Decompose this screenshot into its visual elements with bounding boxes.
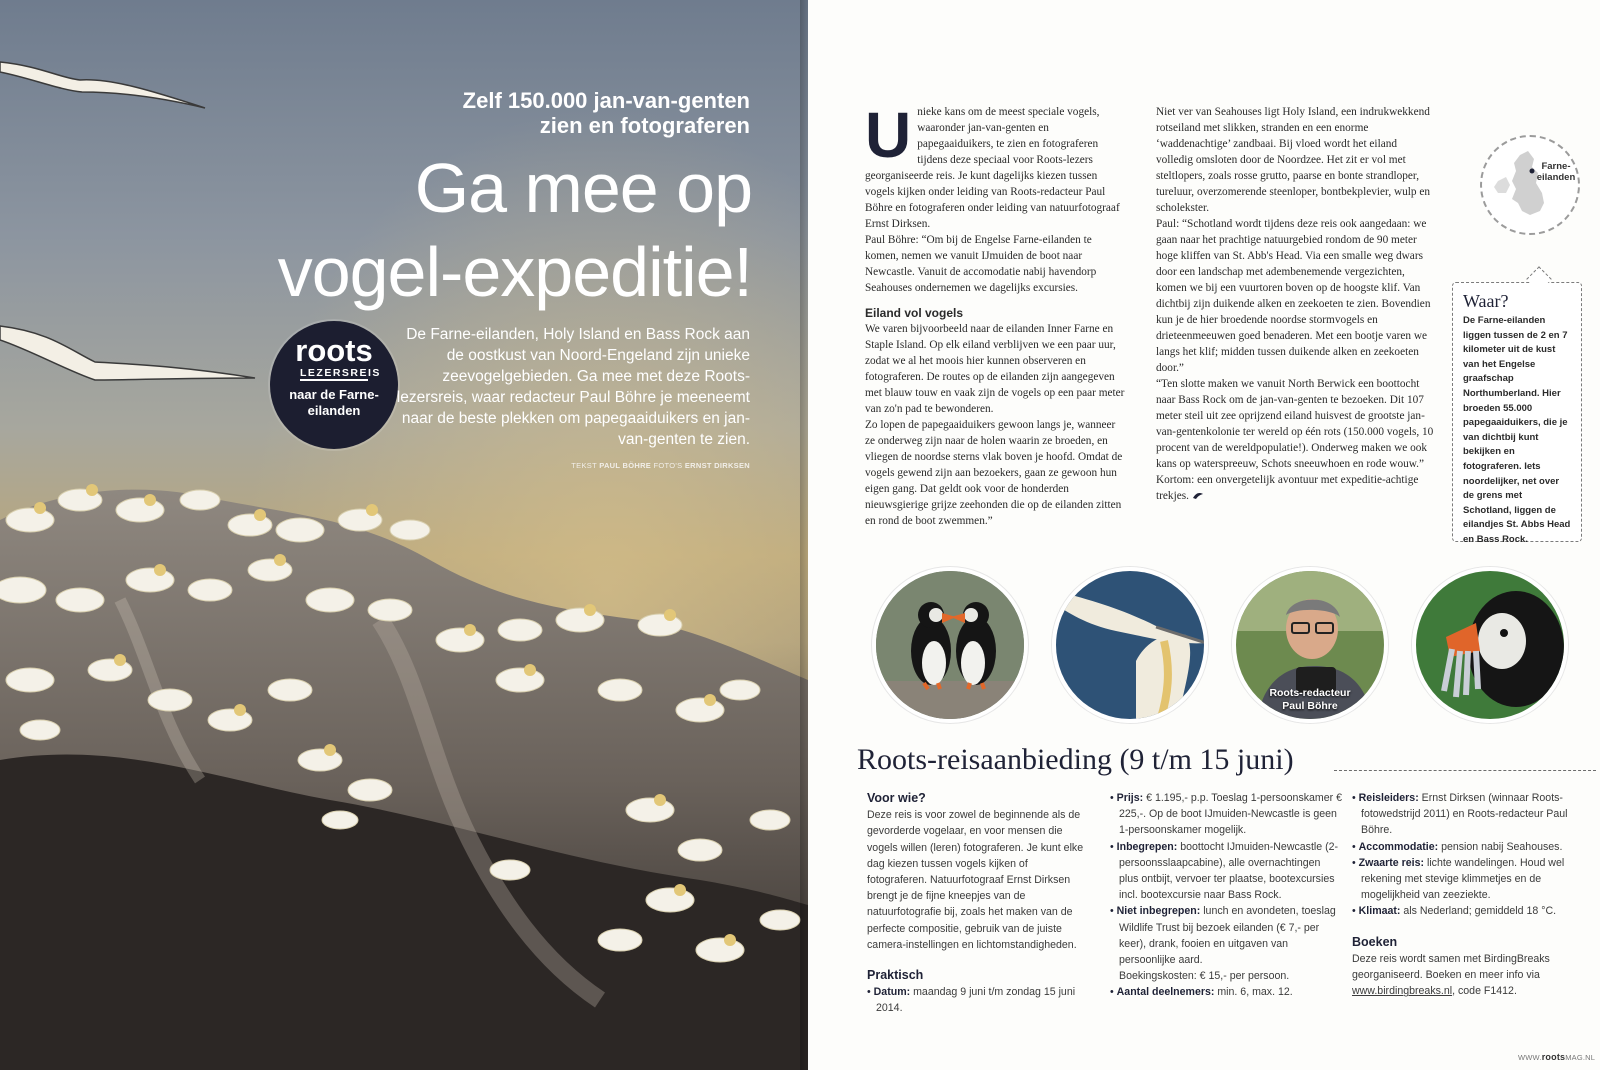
paul-bohre-photo [1232, 567, 1388, 723]
offer-column-1 [867, 790, 1087, 1017]
deelnemers-item: • Aantal deelnemers: min. 6, max. 12. [1110, 986, 1293, 999]
offer-divider [1334, 770, 1596, 771]
accommodatie-item: • Accommodatie: pension nabij Seahouses. [1352, 840, 1563, 853]
article-paragraph: Paul Böhre: “Om bij de Engelse Farne-eilanden te komen, nemen we vanuit IJmuiden de boot naar Newcastle. Vanuit de accomodatie nabij havendorp Seahouses ondernemen we dagelijks excursies. [865, 234, 1097, 294]
voor-wie-title: Voor wie? [867, 791, 926, 805]
uk-locator-map [1480, 135, 1580, 235]
reisleiders-text: Ernst Dirksen (winnaar Roots-fotowedstrijd 2011) en Roots-redacteur Paul Böhre. [1361, 792, 1568, 837]
birdingbreaks-link[interactable]: www.birdingbreaks.nl [1352, 985, 1453, 998]
voor-wie-text: Deze reis is voor zowel de beginnende als de gevorderde vogelaar, en voor mensen die vogels willen (leren) fotograferen. Je kunt elke dag kiezen tussen vogels kijken of fotograferen. Natuurfotograaf Ernst Dirksen brengt je de fijne kneepjes van de natuurfotografie bij, zoals het maken van de perfecte compositie, gebruik van de juiste camera-instellingen en lichtomstandigheden. [867, 809, 1084, 951]
niet-inbegrepen-item: • Niet inbegrepen: lunch en avondeten, toeslag Wildlife Trust bij bezoek eilanden (€ 7,- per keer), drank, fooien en uitgaven van persoonlijke aard. [1110, 905, 1336, 967]
footer-suffix: MAG.NL [1565, 1053, 1596, 1062]
boeken-text: Deze reis wordt samen met BirdingBreaks georganiseerd. Boeken en meer info via [1352, 952, 1550, 982]
credit-photo-author: ERNST DIRKSEN [684, 461, 750, 470]
boekingskosten-item: Boekingskosten: € 15,- per persoon. [1119, 970, 1290, 983]
photo-credits [571, 461, 750, 470]
article-paragraph: “Ten slotte maken we vanuit North Berwick een boottocht naar Bass Rock om de jan-van-genten te bezoeken. Dit 107 meter steil uit zee oprijzend eiland huisvest de grootste jan-van-gentenkolonie ter wereld op één rots (150.000 vogels, 10 procent van de wereldpopulatie!). Onderweg maken we ook kans op waterspreeuw, Schots sneeuwhoen en rode wouw.” Kortom: een onvergetelijk avontuur met expeditie-achtige trekjes. [1156, 378, 1434, 502]
photo-caption [1236, 687, 1384, 713]
accommodatie-label: Accommodatie: [1358, 840, 1439, 853]
niet-inbegrepen-text: lunch en avondeten, toeslag Wildlife Trust bij bezoek eilanden (€ 7,- per keer), drank, fooien en uitgaven van persoonlijke aard. [1119, 905, 1336, 967]
datum-item: • Datum: maandag 9 juni t/m zondag 15 juni 2014. [867, 986, 1076, 1015]
drop-cap: U [865, 99, 912, 171]
caption-line-2: Paul Böhre [1282, 700, 1338, 712]
article-paragraph: Niet ver van Seahouses ligt Holy Island, een indrukwekkend rotseiland met slikken, stranden en een enorme ‘waddenachtige’ zandbaai. Bij vloed wordt het eiland volledig omsloten door de Noordzee. Het zit er vol met steltlopers, zoals rosse grutto, paarse en bonte strandloper, tureluur, overzomerende steenloper, bontbekplevier, wulp en scholekster. [1156, 106, 1431, 214]
prijs-item: • Prijs: € 1.195,- p.p. Toeslag 1-persoonskamer € 225,-. Op de boot IJmuiden-Newcastle is geen 1-persoonskamer mogelijk. [1110, 792, 1343, 837]
prijs-label: Prijs: [1116, 792, 1144, 804]
puffins-photo [872, 567, 1028, 723]
roots-lezersreis-badge [270, 321, 398, 449]
badge-destination: naar de Farne-eilanden [289, 387, 379, 418]
credit-text-author: PAUL BÖHRE [599, 461, 652, 470]
reisleiders-item: • Reisleiders: Ernst Dirksen (winnaar Roots-fotowedstrijd 2011) en Roots-redacteur Paul Böhre. [1352, 792, 1568, 837]
zwaarte-label: Zwaarte reis: [1358, 856, 1425, 869]
inbegrepen-label: Inbegrepen: [1116, 840, 1178, 853]
inbegrepen-text: boottocht IJmuiden-Newcastle (2-persoonsslaapcabine), alle overnachtingen plus ontbijt, vervoer ter plaatse, bootexcursies incl. bootexcursie naar Bass Rock. [1119, 840, 1339, 902]
praktisch-title: Praktisch [867, 968, 924, 983]
niet-inbegrepen-label: Niet inbegrepen: [1116, 905, 1201, 918]
headline-line-2: vogel-expeditie! [277, 233, 752, 311]
end-mark-icon [1193, 492, 1203, 499]
uk-map-icon [1482, 137, 1580, 235]
offer-column-3 [1352, 790, 1582, 999]
kicker [250, 88, 750, 138]
badge-brand: roots [295, 333, 373, 368]
badge-line: LEZERSREIS [300, 367, 381, 379]
klimaat-label: Klimaat: [1358, 905, 1401, 918]
footer-prefix: WWW. [1518, 1053, 1542, 1062]
waar-infobox [1452, 282, 1582, 545]
article-paragraph: Paul: “Schotland wordt tijdens deze reis ook aangedaan: we gaan naar het prachtige natuurgebied rondom de 90 meter hoge kliffen van St. Abb's Head. Via een smalle weg dwars door een landschap met adembenemende vergezichten, komen we bij een vuurtoren boven op de hoogste klif. Van dichtbij zijn duikende alken en zeekoeten te zien. Bovendien kun je de hier broedende noordse stormvogels en drieteenmeeuwen goed benaderen. Met een bootje varen we langs het klif; midden tussen duikende alken en zeekoeten door.” [1156, 218, 1431, 374]
caption-line-1: Roots-redacteur [1269, 687, 1351, 699]
credit-text-label: TEKST [571, 461, 597, 470]
article-paragraph-last [1156, 376, 1436, 504]
kicker-line-1: Zelf 150.000 jan-van-genten [462, 88, 750, 113]
article-column-2 [1156, 104, 1436, 504]
kicker-line-2: zien en fotograferen [539, 113, 750, 138]
headline [112, 146, 752, 314]
accommodatie-text: pension nabij Seahouses. [1441, 840, 1563, 853]
credit-photo-label: FOTO'S [653, 461, 683, 470]
footer-brand: roots [1541, 1052, 1566, 1062]
article-column-1 [865, 99, 1127, 529]
article-paragraph: nieke kans om de meest speciale vogels, waaronder jan-van-genten en papegaaiduikers, te zien en fotograferen tijdens deze speciaal voor Roots-lezers georganiseerde reis. Je kunt dagelijks kiezen tussen vogels kijken onder leiding van Roots-redacteur Paul Böhre en fotograferen onder leiding van natuurfotograaf Ernst Dirksen. [865, 106, 1120, 230]
boeken-text-block [1352, 951, 1582, 1000]
article-paragraph: We varen bijvoorbeeld naar de eilanden Inner Farne en Staple Island. Op elk eiland verblijven we een paar uur, zodat we al het moois hier kunnen observeren en fotograferen. De routes op de eilanden zijn aangegeven met blauw touw en vaak zijn de vogels op een paar meter van zo'n pad te bewonderen. [865, 323, 1125, 415]
deelnemers-text: min. 6, max. 12. [1217, 986, 1293, 999]
article-subheading: Eiland vol vogels [865, 306, 964, 320]
gannet-heads-photo [1052, 567, 1208, 723]
klimaat-text: als Nederland; gemiddeld 18 °C. [1403, 905, 1557, 918]
footer-url [1518, 1052, 1595, 1062]
waar-text: De Farne-eilanden liggen tussen de 2 en 7 kilometer uit de kust van het Engelse graafschap Northumberland. Hier broeden 55.000 papegaaiduikers, die je van dichtbij kunt bekijken en fotograferen. Iets noordelijker, net over de grens met Schotland, liggen de eilandjes St. Abbs Head en Bass Rock. [1463, 315, 1571, 545]
waar-title: Waar? [1463, 291, 1509, 311]
zwaarte-item: • Zwaarte reis: lichte wandelingen. Houd wel rekening met stevige klimmetjes en de mogelijkheid van zeeziekte. [1352, 856, 1565, 902]
datum-label: Datum: [873, 986, 911, 999]
map-label: Farne-eilanden [1536, 161, 1576, 183]
inbegrepen-item: • Inbegrepen: boottocht IJmuiden-Newcastle (2-persoonsslaapcabine), alle overnachtingen plus ontbijt, vervoer ter plaatse, bootexcursies incl. bootexcursie naar Bass Rock. [1110, 840, 1339, 902]
boeken-title: Boeken [1352, 934, 1398, 949]
reisleiders-label: Reisleiders: [1358, 792, 1419, 804]
prijs-text: € 1.195,- p.p. Toeslag 1-persoonskamer € 225,-. Op de boot IJmuiden-Newcastle is geen 1-persoonskamer mogelijk. [1119, 792, 1343, 837]
lead-paragraph: De Farne-eilanden, Holy Island en Bass Rock aan de oostkust van Noord-Engeland zijn unieke zeevogelgebieden. Ga mee met deze Roots-lezersreis, waar redacteur Paul Böhre je meeneemt naar de beste plekken om papegaaiduikers en jan-van-genten te zien. [396, 326, 750, 448]
article-paragraph: Zo lopen de papegaaiduikers gewoon langs je, wanneer ze onderweg zijn naar de holen waarin ze broeden, en vliegen de noordse sterns vlak boven je hoofd. Omdat de vogels gewend zijn aan bezoekers, gaan ze gewoon hun eigen gang. Dat geldt ook voor de honderden nieuwsgierige grijze zeehonden die op de eilanden zitten en rond de boot zwemmen.” [865, 419, 1123, 527]
zwaarte-text: lichte wandelingen. Houd wel rekening met stevige klimmetjes en de mogelijkheid van zeeziekte. [1361, 856, 1565, 902]
headline-line-1: Ga mee op [414, 149, 752, 227]
deelnemers-label: Aantal deelnemers: [1116, 986, 1215, 999]
datum-text: maandag 9 juni t/m zondag 15 juni 2014. [876, 986, 1076, 1015]
boeken-code: , code F1412. [1452, 985, 1517, 998]
klimaat-item: • Klimaat: als Nederland; gemiddeld 18 °C. [1352, 905, 1557, 918]
puffin-fish-photo [1412, 567, 1568, 723]
offer-column-2 [1110, 790, 1342, 1001]
offer-title: Roots-reisaanbieding (9 t/m 15 juni) [857, 743, 1294, 776]
